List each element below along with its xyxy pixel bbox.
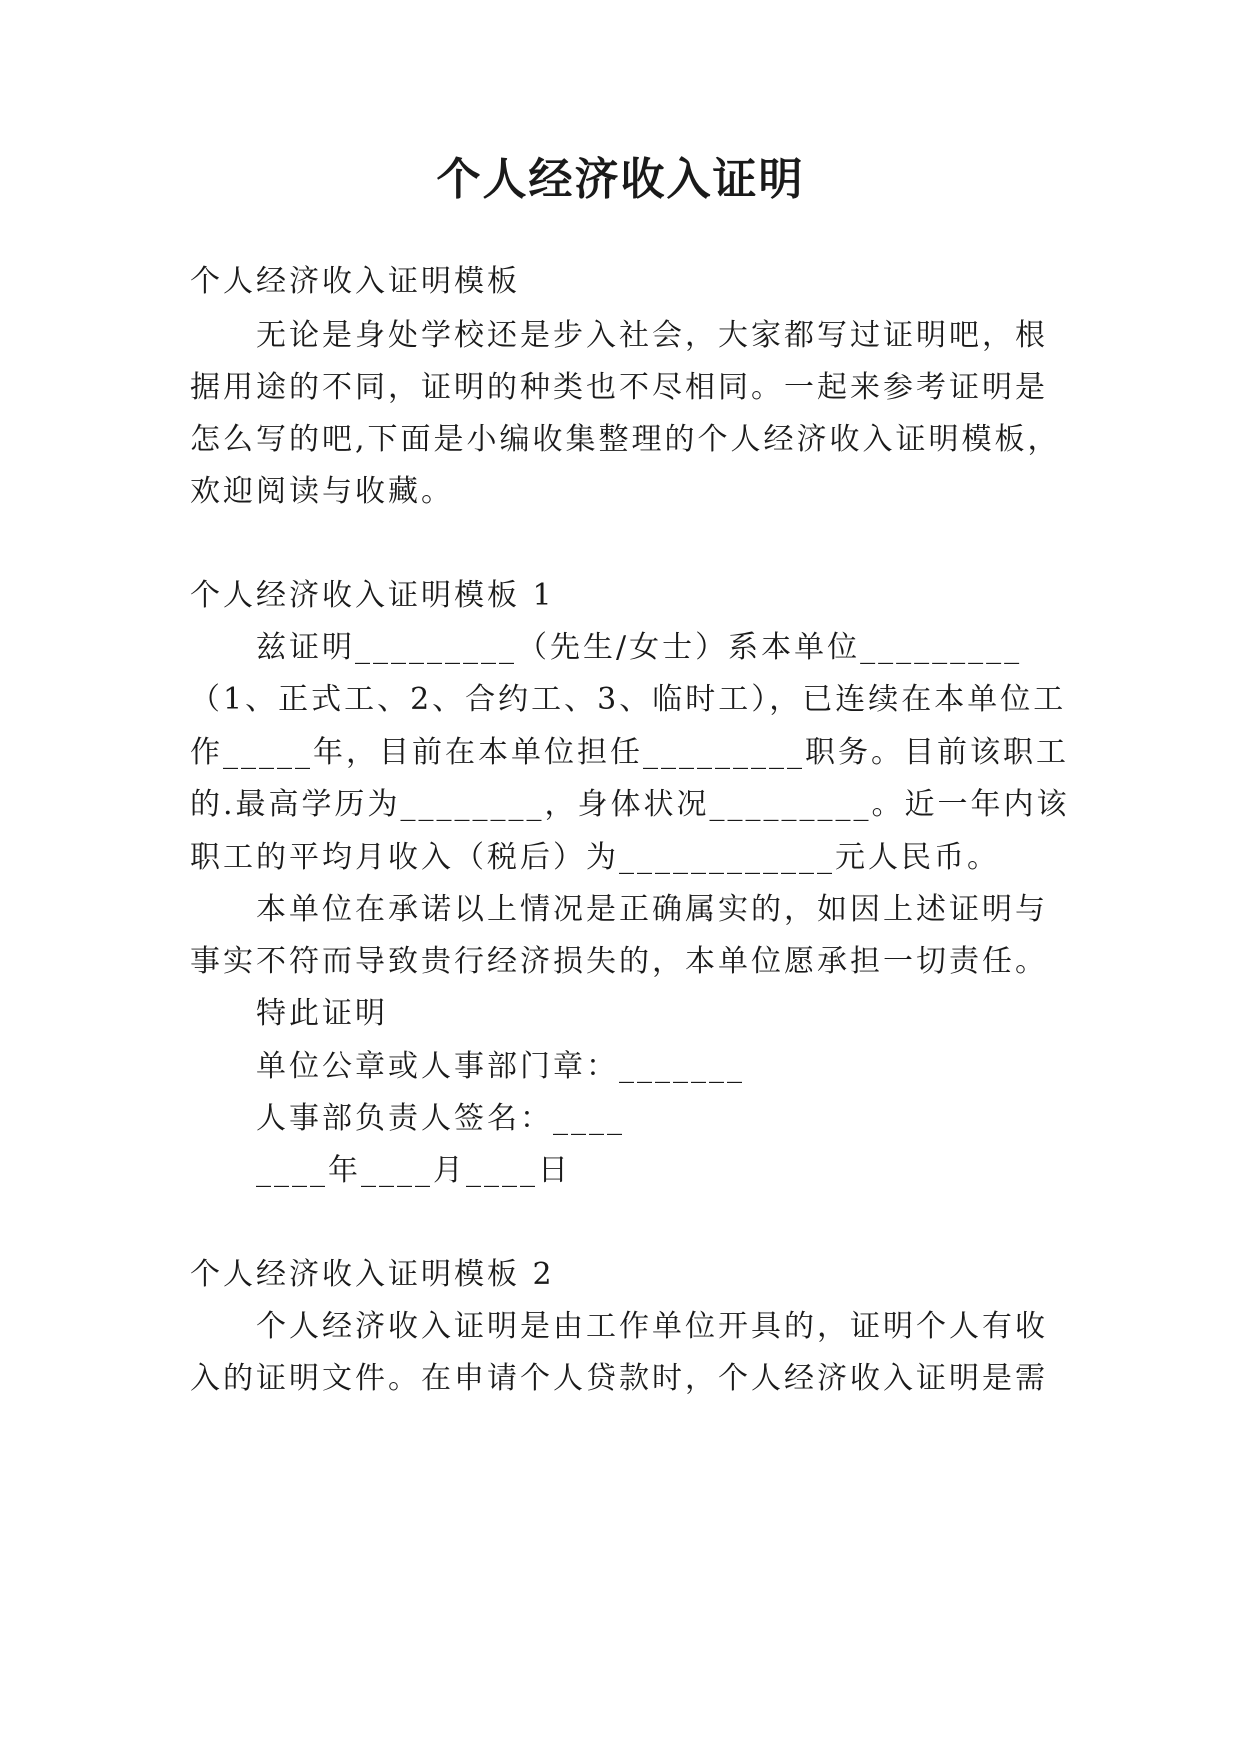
paragraph-line: 入的证明文件。在申请个人贷款时，个人经济收入证明是需 (190, 1361, 1048, 1396)
paragraph-line: 作_____年，目前在本单位担任_________职务。目前该职工 (190, 735, 1069, 770)
section-heading-template-2: 个人经济收入证明模板 2 (190, 1257, 555, 1292)
section-heading-template-1: 个人经济收入证明模板 1 (190, 578, 555, 613)
seal-line: 单位公章或人事部门章：_______ (256, 1049, 745, 1084)
paragraph-line: 据用途的不同，证明的种类也不尽相同。一起来参考证明是 (190, 370, 1048, 405)
paragraph-line: 欢迎阅读与收藏。 (190, 474, 454, 509)
paragraph-line: （1、正式工、2、合约工、3、临时工），已连续在本单位工 (190, 682, 1067, 717)
paragraph-line: 的.最高学历为________，身体状况_________。近一年内该 (190, 787, 1070, 822)
paragraph-line: 事实不符而导致贵行经济损失的，本单位愿承担一切责任。 (190, 944, 1048, 979)
paragraph-line: 无论是身处学校还是步入社会，大家都写过证明吧，根 (256, 318, 1048, 353)
document-title: 个人经济收入证明 (436, 154, 805, 205)
signature-line: 人事部负责人签名：____ (256, 1101, 625, 1136)
paragraph-line: 本单位在承诺以上情况是正确属实的，如因上述证明与 (256, 892, 1048, 927)
paragraph-line: 怎么写的吧,下面是小编收集整理的个人经济收入证明模板， (190, 422, 1061, 457)
section-heading-intro: 个人经济收入证明模板 (190, 264, 520, 299)
paragraph-line: 个人经济收入证明是由工作单位开具的，证明个人有收 (256, 1309, 1048, 1344)
paragraph-line: 兹证明_________（先生/女士）系本单位_________ (256, 630, 1023, 665)
paragraph-line: 职工的平均月收入（税后）为____________元人民币。 (190, 840, 1000, 875)
closing-line: 特此证明 (256, 996, 388, 1031)
date-line: ____年____月____日 (256, 1153, 571, 1188)
